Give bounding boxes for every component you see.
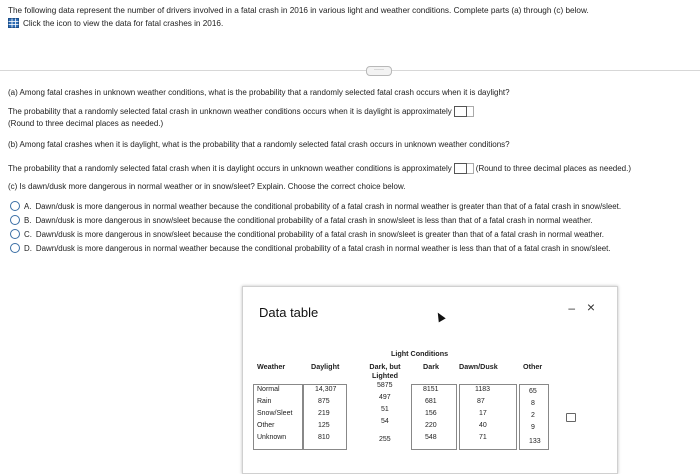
cell: 8 xyxy=(531,400,535,407)
part-b-round-note: (Round to three decimal places as needed.) xyxy=(475,164,631,173)
option-c-text[interactable]: Dawn/dusk is more dangerous in snow/sleet because the conditional probability of a fatal crash in snow/sleet is greater than that of a fatal crash in normal weather. xyxy=(35,229,604,239)
option-b-radio[interactable] xyxy=(10,215,20,225)
cell: 2 xyxy=(531,412,535,419)
option-a-text[interactable]: Dawn/dusk is more dangerous in normal weather because the conditional probability of a fatal crash in normal weather is greater than that of a fatal crash in snow/sleet. xyxy=(35,201,622,211)
table-border-dawn-dusk xyxy=(459,384,517,450)
part-b-answer-line xyxy=(8,163,698,174)
option-d-text[interactable]: Dawn/dusk is more dangerous in normal weather because the conditional probability of a fatal crash in normal weather is less than that of a fatal crash in snow/sleet. xyxy=(35,243,611,253)
intro-text: The following data represent the number of drivers involved in a fatal crash in 2016 in various light and weather conditions. Complete parts (a) through (c) below. xyxy=(8,6,589,15)
cell: 87 xyxy=(477,398,485,405)
cell: 255 xyxy=(379,436,391,443)
cell: 681 xyxy=(425,398,437,405)
cell: 156 xyxy=(425,410,437,417)
col-header-dawn-dusk: Dawn/Dusk xyxy=(459,362,498,371)
view-data-link-label[interactable]: Click the icon to view the data for fatal crashes in 2016. xyxy=(23,18,224,28)
mouse-cursor-icon xyxy=(434,311,445,323)
row-label-normal: Normal xyxy=(257,386,280,393)
minimize-icon[interactable]: – xyxy=(568,301,575,315)
cell: 9 xyxy=(531,424,535,431)
cell: 219 xyxy=(318,410,330,417)
section-divider xyxy=(0,70,700,71)
option-c-radio[interactable] xyxy=(10,229,20,239)
group-header: Light Conditions xyxy=(391,349,449,358)
dialog-title: Data table xyxy=(259,305,319,320)
cell: 14,307 xyxy=(315,386,337,393)
option-a[interactable] xyxy=(10,199,698,213)
row-label-unknown: Unknown xyxy=(257,434,287,441)
cell: 71 xyxy=(479,434,487,441)
option-b-letter: B. xyxy=(24,215,32,225)
intro xyxy=(8,6,692,28)
col-header-dark-lighted: Dark, but Lighted xyxy=(369,362,401,380)
copy-table-icon[interactable] xyxy=(566,413,576,422)
part-a-answer-hint xyxy=(467,106,474,117)
cell: 51 xyxy=(381,406,389,413)
col-header-daylight: Daylight xyxy=(311,362,340,371)
part-b-answer xyxy=(8,163,698,174)
col-header-dark: Dark xyxy=(423,362,439,371)
row-label-other: Other xyxy=(257,422,275,429)
part-b-answer-prefix: The probability that a randomly selected fatal crash when it is daylight occurs in unknown weather conditions is approximately xyxy=(8,164,452,173)
part-a-answer-input[interactable] xyxy=(454,106,467,117)
cell: 17 xyxy=(479,410,487,417)
cell: 1183 xyxy=(475,386,491,393)
view-data-link[interactable] xyxy=(8,18,692,28)
part-b-answer-input[interactable] xyxy=(454,163,467,174)
part-a-round-note: (Round to three decimal places as needed.) xyxy=(8,119,164,128)
option-d-radio[interactable] xyxy=(10,243,20,253)
cell: 497 xyxy=(379,394,391,401)
option-a-letter: A. xyxy=(24,201,32,211)
data-table-dialog xyxy=(242,286,618,474)
option-c[interactable] xyxy=(10,227,698,241)
cell: 65 xyxy=(529,388,537,395)
part-a-answer-line xyxy=(8,106,698,117)
col-header-other: Other xyxy=(523,362,543,371)
cell: 133 xyxy=(529,438,541,445)
cell: 875 xyxy=(318,398,330,405)
option-b-text[interactable]: Dawn/dusk is more dangerous in snow/sleet because the conditional probability of a fatal crash in snow/sleet is less than that of a fatal crash in normal weather. xyxy=(35,215,593,225)
cell: 220 xyxy=(425,422,437,429)
cell: 5875 xyxy=(377,382,393,389)
expand-button[interactable]: ····· xyxy=(366,66,392,76)
cell: 548 xyxy=(425,434,437,441)
cell: 54 xyxy=(381,418,389,425)
option-a-radio[interactable] xyxy=(10,201,20,211)
option-b[interactable] xyxy=(10,213,698,227)
option-d-letter: D. xyxy=(24,243,32,253)
row-label-snow-sleet: Snow/Sleet xyxy=(257,410,293,417)
close-icon[interactable]: × xyxy=(586,299,595,315)
cell: 8151 xyxy=(423,386,439,393)
cell: 125 xyxy=(318,422,330,429)
part-a-answer xyxy=(8,106,698,128)
option-d[interactable] xyxy=(10,241,698,255)
part-b-answer-hint xyxy=(467,163,474,174)
data-table-icon[interactable] xyxy=(8,18,19,28)
cell: 810 xyxy=(318,434,330,441)
part-a-answer-prefix: The probability that a randomly selected fatal crash in unknown weather conditions occurs when it is daylight is approximately xyxy=(8,107,452,116)
part-c-options xyxy=(10,199,698,255)
row-label-rain: Rain xyxy=(257,398,272,405)
row-header: Weather xyxy=(257,362,286,371)
option-c-letter: C. xyxy=(24,229,32,239)
cell: 40 xyxy=(479,422,487,429)
part-b-question: (b) Among fatal crashes when it is daylight, what is the probability that a randomly selected fatal crash occurs in unknown weather conditions? xyxy=(8,140,510,149)
part-c-question: (c) Is dawn/dusk more dangerous in normal weather or in snow/sleet? Explain. Choose the correct choice below. xyxy=(8,182,406,191)
part-a-question: (a) Among fatal crashes in unknown weather conditions, what is the probability that a randomly selected fatal crash occurs when it is daylight? xyxy=(8,88,510,97)
